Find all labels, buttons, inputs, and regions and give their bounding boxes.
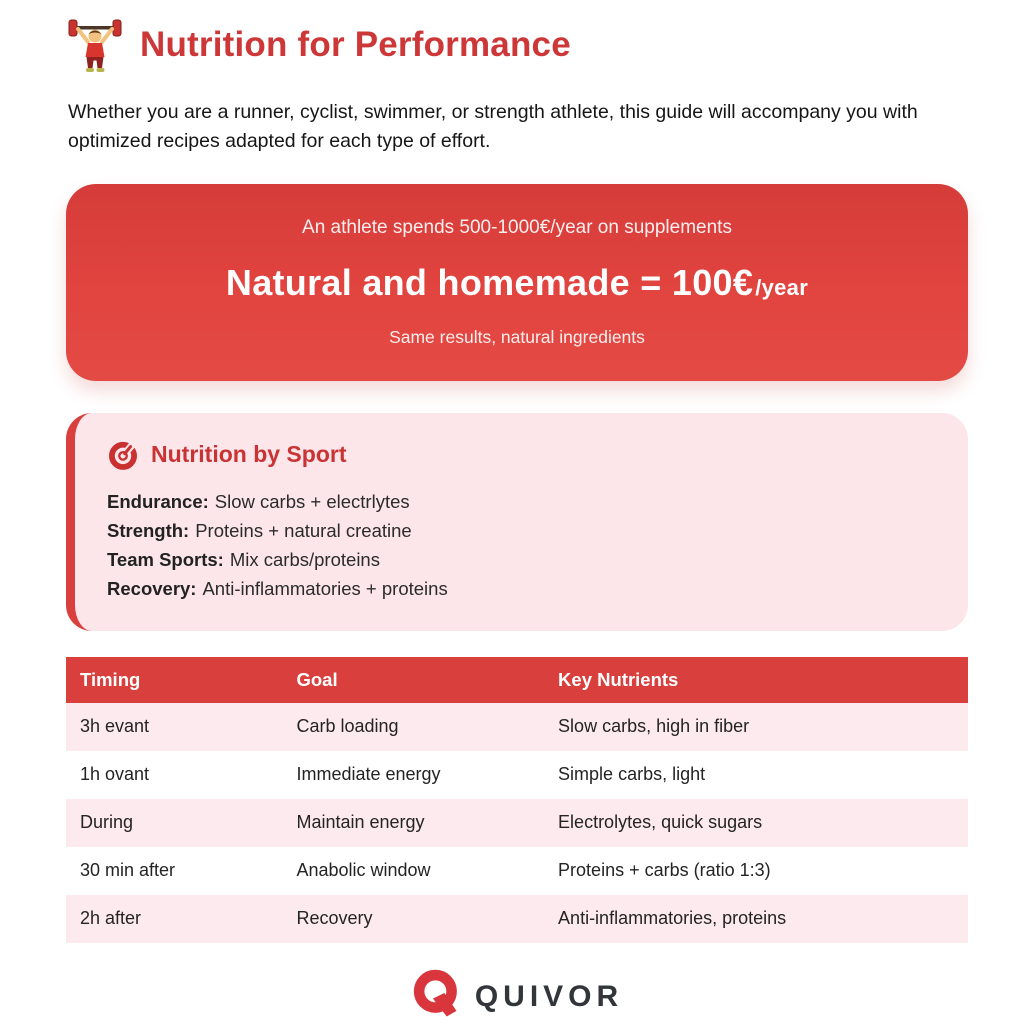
- sport-item-label: Endurance:: [107, 490, 209, 512]
- brand-footer: [66, 969, 968, 1025]
- page-title: Nutrition for Performance: [140, 25, 571, 64]
- table-row: [66, 895, 968, 943]
- cell-goal: Carb loading: [296, 716, 399, 737]
- sport-item-value: Slow carbs + electrlytes: [214, 490, 410, 512]
- table-row: [66, 751, 968, 799]
- cell-nutrients: Anti-inflammatories, proteins: [558, 908, 787, 929]
- sport-item-value: Anti-inflammatories + proteins: [202, 577, 448, 599]
- sport-item-value: Mix carbs/proteins: [229, 548, 380, 570]
- sport-card-title: Nutrition by Sport: [151, 441, 347, 468]
- sport-item-label: Team Sports:: [107, 548, 224, 570]
- banner-headline: [226, 262, 808, 304]
- sport-item-label: Strength:: [107, 519, 190, 541]
- banner-headline-suffix: /year: [755, 274, 809, 300]
- sport-item-endurance: [107, 487, 938, 516]
- sport-item-recovery: [107, 574, 938, 603]
- quivor-q-logo-icon: [411, 969, 463, 1025]
- cell-goal: Immediate energy: [296, 764, 441, 785]
- cell-goal: Maintain energy: [296, 812, 425, 833]
- cell-goal: Anabolic window: [296, 860, 431, 881]
- cell-goal: Recovery: [296, 908, 373, 929]
- table-header-row: [66, 657, 968, 703]
- weightlifter-icon: [66, 16, 124, 74]
- sport-item-strength: [107, 516, 938, 545]
- sport-item-label: Recovery:: [107, 577, 197, 599]
- banner-subtitle-top: An athlete spends 500-1000€/year on supplements: [302, 216, 732, 238]
- cell-timing: During: [80, 812, 134, 833]
- cell-nutrients: Simple carbs, light: [558, 764, 706, 785]
- table-row: [66, 799, 968, 847]
- cell-timing: 3h evant: [80, 716, 150, 737]
- brand-name: QUIVOR: [474, 979, 624, 1013]
- cell-nutrients: Slow carbs, high in fiber: [558, 716, 750, 737]
- column-header-timing: Timing: [80, 668, 141, 690]
- banner-subtitle-bottom: Same results, natural ingredients: [389, 326, 645, 347]
- timing-table: [66, 657, 968, 943]
- nutrition-by-sport-card: [66, 413, 968, 631]
- table-row: [66, 847, 968, 895]
- sport-card-header: [107, 439, 938, 471]
- table-row: [66, 703, 968, 751]
- sport-item-team-sports: [107, 545, 938, 574]
- column-header-goal: Goal: [296, 668, 338, 690]
- cell-timing: 30 min after: [80, 860, 176, 881]
- cell-nutrients: Electrolytes, quick sugars: [558, 812, 763, 833]
- page-header: [66, 16, 968, 74]
- gauge-target-icon: [107, 439, 139, 471]
- column-header-key-nutrients: Key Nutrients: [558, 668, 679, 690]
- intro-paragraph: Whether you are a runner, cyclist, swimmer, or strength athlete, this guide will accompany you with optimized recipes adapted for each type of effort.: [68, 101, 918, 152]
- cell-nutrients: Proteins + carbs (ratio 1:3): [558, 860, 771, 881]
- sport-item-value: Proteins + natural creatine: [195, 519, 412, 541]
- cell-timing: 1h ovant: [80, 764, 150, 785]
- cost-banner: [66, 184, 968, 381]
- banner-headline-main: Natural and homemade = 100€: [225, 261, 754, 303]
- cell-timing: 2h after: [80, 908, 142, 929]
